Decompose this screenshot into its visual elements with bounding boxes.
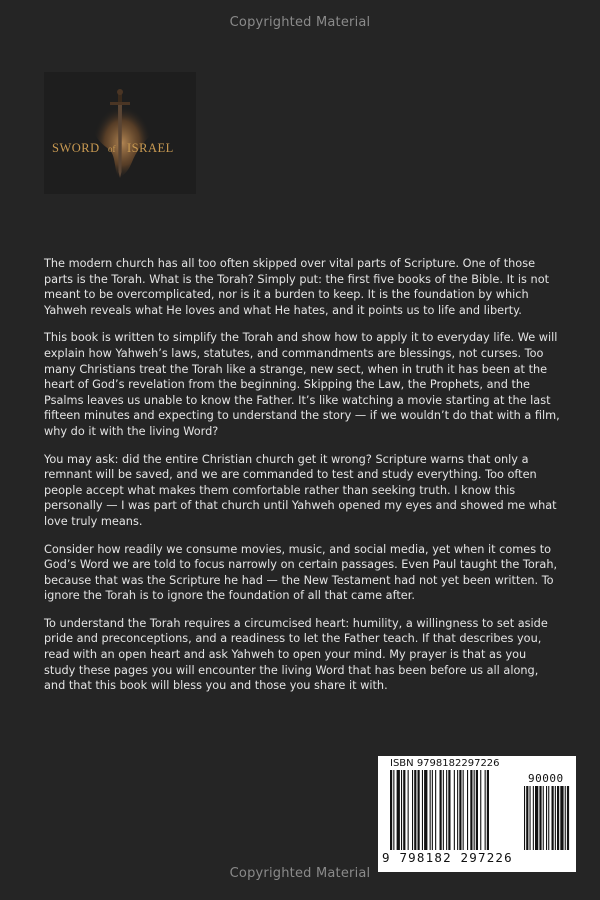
barcode-bar [422,770,423,850]
barcode-bar [467,770,468,850]
barcode-bar [485,770,486,850]
description-paragraph: The modern church has all too often skipped over vital parts of Scripture. One of those parts is the Torah. What is the Torah? Simply put: the first five books of the Bible. It is not meant to be overcomplicated, nor is it a burden to keep. It is the foundation by which Yahweh reveals what He loves and what He hates, and it points us to life and liberty. [44,257,550,317]
barcode-bar [435,770,436,850]
barcode-bar [390,770,392,850]
addon-bar [560,786,563,850]
barcode-bar [476,770,478,850]
logo-text-of: of [108,144,116,154]
description-paragraph: This book is written to simplify the Torah and show how to apply it to everyday life. We will explain how Yahweh’s laws, statutes, and commandments are blessings, not curses. Too many Christians treat the Torah like a strange, new sect, when in truth it has been at the heart of God’s revelation from the beginning. Skipping the Law, the Prophets, and the Psalms leaves us unable to know the Father. It’s like watching a movie starting at the last fifteen minutes and expecting to understand the story — if we wouldn’t do that with a film, why do it with the living Word? [44,331,560,438]
addon-bar [535,786,538,850]
addon-bar [530,786,531,850]
isbn-label: ISBN 9798182297226 [390,758,500,769]
copyright-watermark-top: Copyrighted Material [229,15,371,30]
addon-bar [567,786,569,850]
barcode-bar [397,770,400,850]
addon-bar [552,786,554,850]
barcode-bar [424,770,427,850]
description-paragraph: Consider how readily we consume movies, music, and social media, yet when it comes to God’s Word we are told to focus narrowly on certain passages. Even Paul taught the Torah, because that was the Scripture he had — the New Testament had not yet been written. To ignore the Torah is to ignore the foundation of all that came after. [44,542,558,603]
addon-bar [533,786,534,850]
addon-bar [555,786,556,850]
map-silhouette [93,102,152,176]
barcode-bar [401,770,402,850]
logo-text-sword: SWORD [52,141,100,155]
back-cover-description [44,256,560,706]
barcode-bar [408,770,409,850]
barcode-bar [393,770,394,850]
barcode-bar [459,770,461,850]
barcode-bar [443,770,444,850]
barcode-bar [474,770,475,850]
barcode-bar [448,770,450,850]
barcode-bar [457,770,458,850]
addon-bar [546,786,547,850]
addon-bar [524,786,525,850]
barcode-bar [418,770,420,850]
addon-bar [543,786,544,850]
addon-bar [548,786,549,850]
isbn-barcode [378,756,576,872]
isbn-digits: 9 798182 297226 [382,850,513,865]
barcode-bar [432,770,433,850]
addon-bar [526,786,528,850]
addon-bar [539,786,541,850]
barcode-bar [446,770,447,850]
price-code: 90000 [528,772,564,785]
barcode-bar [463,770,464,850]
barcode-bar [470,770,472,850]
barcode-bar [412,770,413,850]
logo-text-israel: ISRAEL [127,141,174,155]
barcode-bar [403,770,405,850]
barcode-bar [430,770,431,850]
description-paragraph: You may ask: did the entire Christian church get it wrong? Scripture warns that only a remnant will be saved, and we are commanded to test and study everything. Too often people accept what makes them comfortable rather than seeking truth. I know this personally — I was part of that church until Yahweh opened my eyes and showed me what love truly means. [44,452,557,528]
description-paragraph: To understand the Torah requires a circumcised heart: humility, a willingness to set aside pride and preconceptions, and a readiness to let the Father teach. If that describes you, read with an open heart and ask Yahweh to open your mind. My prayer is that as you study these pages you will encounter the living Word that has been before us all along, and that this book will bless you and those you share it with. [44,616,548,693]
barcode-bar [440,770,442,850]
barcode-bar [487,770,489,850]
sword-of-israel-logo [44,72,196,194]
barcode-bar [454,770,455,850]
addon-bar [565,786,566,850]
barcode-bar [414,770,416,850]
barcode-bar [480,770,481,850]
addon-bar [557,786,559,850]
copyright-watermark-bottom: Copyrighted Material [229,866,371,881]
